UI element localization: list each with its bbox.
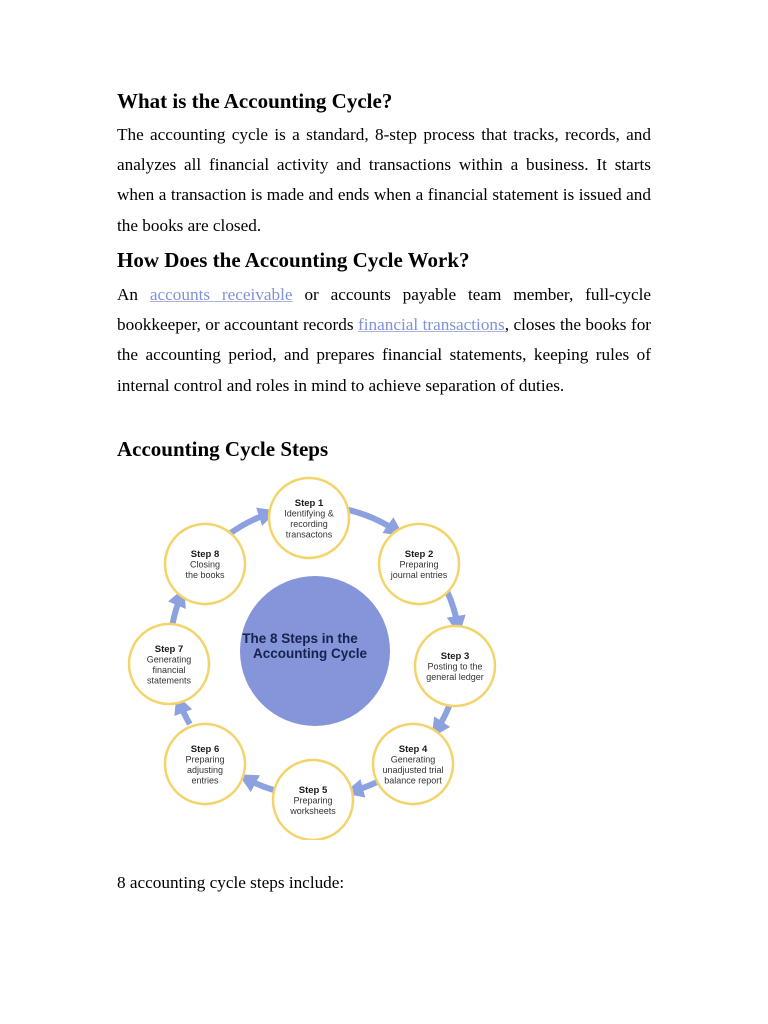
- step-description-line: entries: [191, 775, 219, 786]
- step-description-line: Preparing: [185, 754, 225, 765]
- step-label: Step 5: [298, 785, 328, 796]
- step-4-circle: [373, 724, 453, 804]
- step-description-line: the books: [185, 570, 225, 580]
- step-description-line: Identifying &: [284, 508, 334, 519]
- text-segment: An: [117, 285, 150, 304]
- financial-transactions-link[interactable]: financial transactions: [358, 315, 505, 335]
- step-label: Step 7: [154, 643, 184, 655]
- step-8-circle: [165, 524, 245, 604]
- paragraph-steps-include: 8 accounting cycle steps include:: [117, 873, 345, 892]
- cycle-arrow: [229, 513, 270, 534]
- step-description-line: Preparing: [399, 559, 439, 570]
- step-description-line: recording: [290, 518, 328, 529]
- accounts-receivable-link[interactable]: accounts receivable: [149, 285, 293, 304]
- step-description-line: Preparing: [293, 795, 333, 806]
- step-label: Step 1: [294, 497, 324, 509]
- step-5-circle: [273, 760, 353, 840]
- step-1-circle: [269, 478, 349, 558]
- step-description-line: Closing: [189, 559, 221, 570]
- cycle-arrow: [436, 704, 450, 731]
- paragraph-accounting-cycle-definition: The accounting cycle is a standard, 8-step process that tracks, records, and analyzes all financial activity and transactions within a business. It starts when a transaction is made and ends when a financial statement is issued and the books are closed.: [117, 125, 651, 235]
- step-description-line: Generating: [390, 754, 436, 765]
- step-2-circle: [379, 524, 459, 604]
- step-3-circle: [415, 626, 495, 706]
- cycle-arrow: [352, 782, 378, 791]
- step-description-line: statements: [146, 675, 192, 686]
- step-label: Step 8: [190, 549, 220, 560]
- step-description-line: general ledger: [426, 672, 484, 682]
- cycle-arrow: [447, 591, 458, 627]
- text-segment: or accounts payable team member, full-cycle bookkeeper, or accountant records: [117, 285, 651, 335]
- step-description-line: Posting to the: [427, 661, 483, 672]
- step-description-line: worksheets: [290, 806, 336, 816]
- step-description-line: financial: [152, 664, 186, 675]
- cycle-arrow: [179, 702, 190, 724]
- heading-what-is-accounting-cycle: What is the Accounting Cycle?: [117, 89, 393, 113]
- cycle-arrow: [245, 778, 274, 790]
- step-description-line: journal entries: [390, 570, 448, 580]
- step-label: Step 3: [440, 651, 470, 662]
- accounting-cycle-diagram: [117, 470, 507, 840]
- cycle-arrow: [347, 510, 397, 532]
- step-label: Step 6: [190, 743, 220, 755]
- heading-how-accounting-cycle-works: How Does the Accounting Cycle Work?: [117, 248, 470, 272]
- text-segment: , closes the books for the accounting period, and prepares financial statements, keeping rules of internal control and roles in mind to achieve separation of duties.: [117, 315, 652, 395]
- center-title-line2: Accounting Cycle: [252, 646, 368, 661]
- cycle-arrow: [172, 595, 181, 625]
- step-description-line: balance report: [384, 775, 442, 786]
- paragraph-how-it-works: [117, 280, 651, 401]
- center-title-line1: The 8 Steps in the: [242, 631, 358, 646]
- step-label: Step 4: [398, 743, 428, 755]
- step-7-circle: [129, 624, 209, 704]
- step-label: Step 2: [404, 549, 434, 560]
- step-description-line: adjusting: [186, 764, 224, 775]
- heading-accounting-cycle-steps: Accounting Cycle Steps: [117, 437, 329, 461]
- step-description-line: unadjusted trial: [382, 764, 444, 775]
- step-6-circle: [165, 724, 245, 804]
- step-description-line: transactons: [285, 529, 333, 540]
- step-description-line: Generating: [146, 654, 192, 665]
